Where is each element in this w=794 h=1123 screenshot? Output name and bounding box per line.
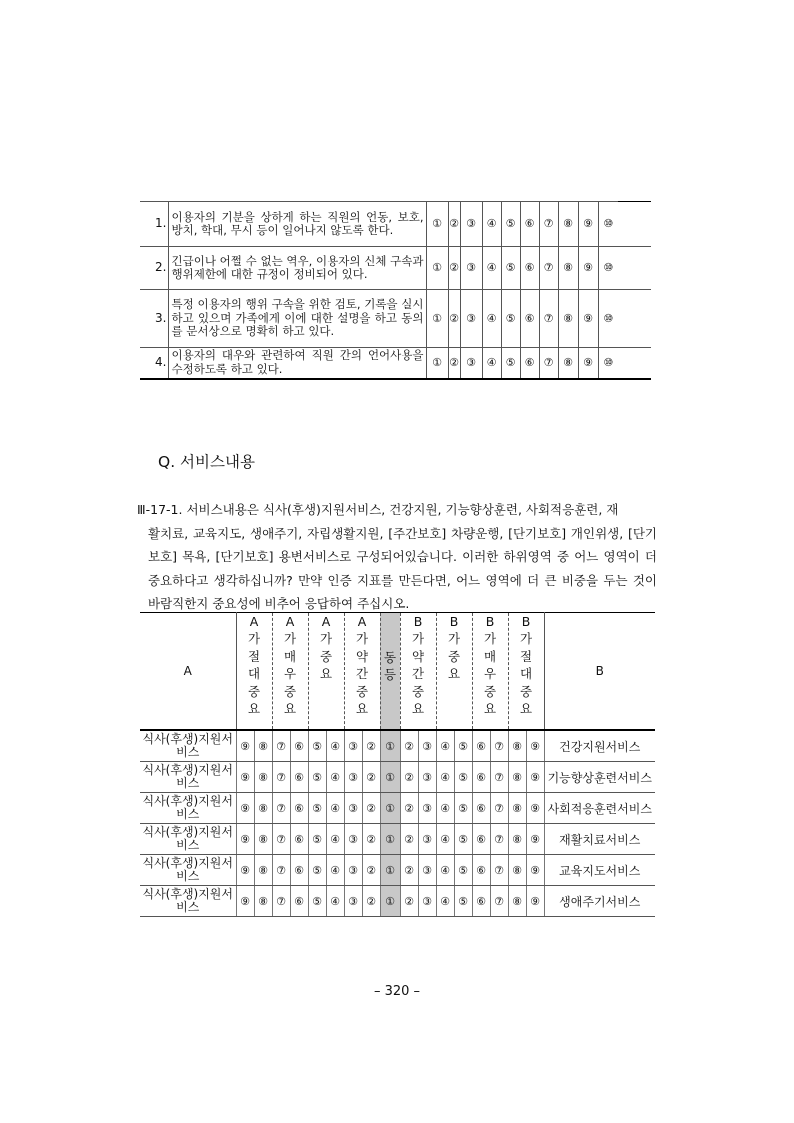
scale-option[interactable]: ② xyxy=(400,762,418,793)
scale-header-text: A가절대중요 xyxy=(247,614,261,717)
scale-option[interactable]: ⑧ xyxy=(508,855,526,886)
header-a: A xyxy=(140,613,236,731)
item-a: 식사(후생)지원서비스 xyxy=(140,793,236,824)
rating-option[interactable]: ⑦ xyxy=(539,247,558,290)
scale-option[interactable]: ② xyxy=(362,824,380,855)
rating-option[interactable]: ⑦ xyxy=(539,202,558,247)
scale-option[interactable]: ⑦ xyxy=(272,855,290,886)
scale-option[interactable]: ⑧ xyxy=(254,855,272,886)
rating-option[interactable]: ⑥ xyxy=(520,202,539,247)
scale-option[interactable]: ③ xyxy=(418,855,436,886)
scale-option[interactable]: ⑤ xyxy=(454,730,472,762)
scale-option[interactable]: ⑤ xyxy=(454,855,472,886)
rating-option[interactable]: ⑤ xyxy=(501,290,520,348)
scale-option[interactable]: ③ xyxy=(344,855,362,886)
rating-option[interactable]: ③ xyxy=(460,247,482,290)
scale-option[interactable]: ⑦ xyxy=(490,824,508,855)
scale-option[interactable]: ① xyxy=(380,762,400,793)
item-b: 교육지도서비스 xyxy=(544,855,655,886)
question-first-line: Ⅲ-17-1. 서비스내용은 식사(후생)지원서비스, 건강지원, 기능향상훈련, 사회적응훈련, 재 xyxy=(137,502,619,517)
scale-option[interactable]: ② xyxy=(400,730,418,762)
scale-option[interactable]: ⑨ xyxy=(236,824,254,855)
scale-option[interactable]: ⑨ xyxy=(526,824,544,855)
scale-option[interactable]: ④ xyxy=(436,886,454,917)
scale-header-text: B가중요 xyxy=(447,614,461,682)
rating-option[interactable]: ⑨ xyxy=(578,290,598,348)
scale-option[interactable]: ② xyxy=(362,855,380,886)
rating-option[interactable]: ④ xyxy=(482,202,501,247)
comparison-header-row xyxy=(140,613,655,731)
scale-option[interactable]: ④ xyxy=(436,762,454,793)
scale-header-text: B가약간중요 xyxy=(411,614,425,717)
rating-option[interactable]: ⑤ xyxy=(501,348,520,379)
scale-option[interactable]: ⑨ xyxy=(526,730,544,762)
scale-header xyxy=(400,613,436,731)
scale-option[interactable]: ① xyxy=(380,855,400,886)
scale-option[interactable]: ③ xyxy=(344,730,362,762)
rating-option[interactable]: ⑥ xyxy=(520,247,539,290)
scale-option[interactable]: ⑨ xyxy=(236,886,254,917)
page-number: – 320 – xyxy=(373,984,421,999)
scale-option[interactable]: ⑧ xyxy=(508,824,526,855)
comparison-row xyxy=(140,855,655,886)
scale-option[interactable]: ② xyxy=(362,886,380,917)
scale-option[interactable]: ⑧ xyxy=(508,886,526,917)
scale-option[interactable]: ⑥ xyxy=(290,886,308,917)
scale-option[interactable]: ⑨ xyxy=(526,793,544,824)
item-a: 식사(후생)지원서비스 xyxy=(140,824,236,855)
rating-option[interactable]: ⑤ xyxy=(501,202,520,247)
scale-option[interactable]: ④ xyxy=(326,730,344,762)
item-text: 이용자의 대우와 관련하여 직원 간의 언어사용을 수정하도록 하고 있다. xyxy=(168,348,426,379)
scale-option[interactable]: ③ xyxy=(418,730,436,762)
rating-table-1 xyxy=(140,201,651,380)
rating-option[interactable]: ⑥ xyxy=(520,348,539,379)
item-a: 식사(후생)지원서비스 xyxy=(140,886,236,917)
scale-option[interactable]: ⑧ xyxy=(254,793,272,824)
scale-option[interactable]: ⑨ xyxy=(236,730,254,762)
rating-option[interactable]: ⑩ xyxy=(598,348,618,379)
rating-option[interactable]: ③ xyxy=(460,202,482,247)
scale-header xyxy=(344,613,380,731)
item-text: 특정 이용자의 행위 구속을 위한 검토, 기록을 실시하고 있으며 가족에게 이에 대한 설명을 하고 동의를 문서상으로 명확히 하고 있다. xyxy=(168,290,426,348)
scale-option[interactable]: ⑥ xyxy=(290,793,308,824)
rating-row xyxy=(140,348,651,379)
scale-option[interactable]: ⑦ xyxy=(272,762,290,793)
rating-option[interactable]: ② xyxy=(448,290,460,348)
item-a: 식사(후생)지원서비스 xyxy=(140,855,236,886)
rating-option[interactable]: ⑧ xyxy=(558,348,578,379)
scale-header xyxy=(508,613,544,731)
scale-option[interactable]: ⑤ xyxy=(308,793,326,824)
scale-header xyxy=(272,613,308,731)
rating-option[interactable]: ⑧ xyxy=(558,202,578,247)
rating-table-1-body xyxy=(140,202,651,379)
rating-option[interactable]: ④ xyxy=(482,290,501,348)
scale-option[interactable]: ④ xyxy=(326,886,344,917)
rating-row xyxy=(140,290,651,348)
scale-option[interactable]: ⑤ xyxy=(454,886,472,917)
item-number: 3. xyxy=(140,290,168,348)
scale-option[interactable]: ⑧ xyxy=(508,793,526,824)
item-text: 이용자의 기분을 상하게 하는 직원의 언동, 보호, 방치, 학대, 무시 등이 일어나지 않도록 한다. xyxy=(168,202,426,247)
rating-option[interactable]: ② xyxy=(448,348,460,379)
rating-option[interactable]: ⑧ xyxy=(558,290,578,348)
rating-option[interactable]: ⑦ xyxy=(539,348,558,379)
scale-option[interactable]: ⑨ xyxy=(526,762,544,793)
item-b: 기능향상훈련서비스 xyxy=(544,762,655,793)
scale-option[interactable]: ⑤ xyxy=(308,762,326,793)
scale-option[interactable]: ③ xyxy=(418,793,436,824)
comparison-row xyxy=(140,824,655,855)
comparison-row xyxy=(140,793,655,824)
comparison-table xyxy=(140,612,655,917)
scale-option[interactable]: ① xyxy=(380,824,400,855)
item-b: 건강지원서비스 xyxy=(544,730,655,762)
scale-option[interactable]: ② xyxy=(400,793,418,824)
scale-option[interactable]: ⑦ xyxy=(490,762,508,793)
scale-option[interactable]: ⑤ xyxy=(308,886,326,917)
rating-option[interactable]: ⑨ xyxy=(578,348,598,379)
scale-option[interactable]: ④ xyxy=(436,730,454,762)
item-b: 사회적응훈련서비스 xyxy=(544,793,655,824)
item-text: 긴급이나 어쩔 수 없는 역우, 이용자의 신체 구속과 행위제한에 대한 규정이 정비되어 있다. xyxy=(168,247,426,290)
scale-option[interactable]: ⑥ xyxy=(472,762,490,793)
rating-option[interactable]: ④ xyxy=(482,348,501,379)
scale-option[interactable]: ⑨ xyxy=(236,793,254,824)
scale-option[interactable]: ① xyxy=(380,793,400,824)
comparison-row xyxy=(140,762,655,793)
rating-option[interactable]: ⑨ xyxy=(578,247,598,290)
section-heading: Q. 서비스내용 xyxy=(158,453,255,471)
rating-option[interactable]: ① xyxy=(426,247,448,290)
scale-header xyxy=(472,613,508,731)
scale-option[interactable]: ⑧ xyxy=(254,730,272,762)
scale-option[interactable]: ⑤ xyxy=(454,793,472,824)
scale-option[interactable]: ⑥ xyxy=(472,793,490,824)
scale-option[interactable]: ⑦ xyxy=(272,793,290,824)
header-b: B xyxy=(544,613,655,731)
rating-option[interactable]: ③ xyxy=(460,290,482,348)
scale-option[interactable]: ④ xyxy=(436,855,454,886)
scale-option[interactable]: ② xyxy=(400,886,418,917)
scale-option[interactable]: ③ xyxy=(418,762,436,793)
scale-option[interactable]: ⑧ xyxy=(508,762,526,793)
scale-option[interactable]: ⑤ xyxy=(454,762,472,793)
scale-option[interactable]: ⑦ xyxy=(490,886,508,917)
scale-option[interactable]: ① xyxy=(380,886,400,917)
scale-option[interactable]: ⑤ xyxy=(308,730,326,762)
scale-option[interactable]: ④ xyxy=(326,855,344,886)
rating-option[interactable]: ⑨ xyxy=(578,202,598,247)
scale-header-text: A가매우중요 xyxy=(283,614,297,717)
scale-option[interactable]: ⑧ xyxy=(508,730,526,762)
scale-header xyxy=(380,613,400,731)
scale-option[interactable]: ⑥ xyxy=(472,730,490,762)
scale-option[interactable]: ⑥ xyxy=(290,824,308,855)
scale-option[interactable]: ② xyxy=(400,824,418,855)
rating-row xyxy=(140,247,651,290)
item-b: 생애주기서비스 xyxy=(544,886,655,917)
scale-option[interactable]: ⑦ xyxy=(490,793,508,824)
scale-option[interactable]: ⑥ xyxy=(472,855,490,886)
scale-option[interactable]: ③ xyxy=(344,824,362,855)
scale-option[interactable]: ⑨ xyxy=(236,855,254,886)
comparison-row xyxy=(140,730,655,762)
scale-option[interactable]: ⑥ xyxy=(290,855,308,886)
scale-option[interactable]: ⑥ xyxy=(472,886,490,917)
rating-option[interactable]: ⑤ xyxy=(501,247,520,290)
scale-option[interactable]: ② xyxy=(362,793,380,824)
scale-option[interactable]: ⑨ xyxy=(236,762,254,793)
scale-option[interactable]: ④ xyxy=(326,793,344,824)
item-b: 재활치료서비스 xyxy=(544,824,655,855)
scale-option[interactable]: ⑥ xyxy=(290,730,308,762)
rating-row xyxy=(140,202,651,247)
comparison-row xyxy=(140,886,655,917)
scale-option[interactable]: ⑧ xyxy=(254,762,272,793)
scale-option[interactable]: ② xyxy=(362,762,380,793)
item-number: 1. xyxy=(140,202,168,247)
scale-option[interactable]: ⑥ xyxy=(290,762,308,793)
scale-option[interactable]: ⑤ xyxy=(308,824,326,855)
item-a: 식사(후생)지원서비스 xyxy=(140,762,236,793)
scale-option[interactable]: ③ xyxy=(344,886,362,917)
scale-option[interactable]: ④ xyxy=(326,762,344,793)
scale-option[interactable]: ③ xyxy=(344,793,362,824)
rating-option[interactable]: ① xyxy=(426,348,448,379)
scale-option[interactable]: ⑧ xyxy=(254,886,272,917)
scale-option[interactable]: ⑤ xyxy=(454,824,472,855)
rating-option[interactable]: ⑥ xyxy=(520,290,539,348)
comparison-table-body xyxy=(140,613,655,917)
scale-header-text: B가절대중요 xyxy=(519,614,533,717)
question-text xyxy=(137,498,657,616)
scale-option[interactable]: ③ xyxy=(344,762,362,793)
scale-option[interactable]: ⑦ xyxy=(272,824,290,855)
rating-option[interactable]: ⑩ xyxy=(598,290,618,348)
scale-option[interactable]: ⑧ xyxy=(254,824,272,855)
rating-option[interactable]: ③ xyxy=(460,348,482,379)
scale-header-text: 동등 xyxy=(383,650,397,683)
scale-header xyxy=(436,613,472,731)
scale-option[interactable]: ① xyxy=(380,730,400,762)
scale-option[interactable]: ⑦ xyxy=(272,730,290,762)
rating-option[interactable]: ⑦ xyxy=(539,290,558,348)
scale-option[interactable]: ⑤ xyxy=(308,855,326,886)
item-a: 식사(후생)지원서비스 xyxy=(140,730,236,762)
scale-option[interactable]: ⑨ xyxy=(526,886,544,917)
scale-option[interactable]: ⑨ xyxy=(526,855,544,886)
scale-option[interactable]: ④ xyxy=(436,824,454,855)
scale-option[interactable]: ④ xyxy=(436,793,454,824)
scale-header xyxy=(308,613,344,731)
scale-option[interactable]: ⑦ xyxy=(490,730,508,762)
scale-option[interactable]: ⑦ xyxy=(272,886,290,917)
scale-option[interactable]: ⑦ xyxy=(490,855,508,886)
item-number: 2. xyxy=(140,247,168,290)
rating-option[interactable]: ④ xyxy=(482,247,501,290)
rating-option[interactable]: ⑩ xyxy=(598,247,618,290)
rating-option[interactable]: ② xyxy=(448,202,460,247)
rating-option[interactable]: ⑧ xyxy=(558,247,578,290)
scale-option[interactable]: ⑥ xyxy=(472,824,490,855)
scale-option[interactable]: ③ xyxy=(418,886,436,917)
rating-option[interactable]: ② xyxy=(448,247,460,290)
scale-header xyxy=(236,613,272,731)
question-rest: 활치료, 교육지도, 생애주기, 자립생활지원, [주간보호] 차량운행, [단기보호] 개인위생, [단기보호] 목욕, [단기보호] 용변서비스로 구성되어있습니다. 이러한 하위영역 중 어느 영역이 더 중요하다고 생각하십니까? 만약 인증 지표를 만든다면, 어느 영역에 더 큰 비중을 두는 것이 바람직한지 중요성에 비추어 응답하여 주십시오. xyxy=(148,525,657,611)
scale-option[interactable]: ③ xyxy=(418,824,436,855)
rating-option[interactable]: ⑩ xyxy=(598,202,618,247)
scale-option[interactable]: ④ xyxy=(326,824,344,855)
scale-header-text: A가중요 xyxy=(319,614,333,682)
scale-option[interactable]: ② xyxy=(362,730,380,762)
scale-option[interactable]: ② xyxy=(400,855,418,886)
rating-option[interactable]: ① xyxy=(426,290,448,348)
scale-header-text: B가매우중요 xyxy=(483,614,497,717)
rating-option[interactable]: ① xyxy=(426,202,448,247)
item-number: 4. xyxy=(140,348,168,379)
scale-header-text: A가약간중요 xyxy=(355,614,369,717)
